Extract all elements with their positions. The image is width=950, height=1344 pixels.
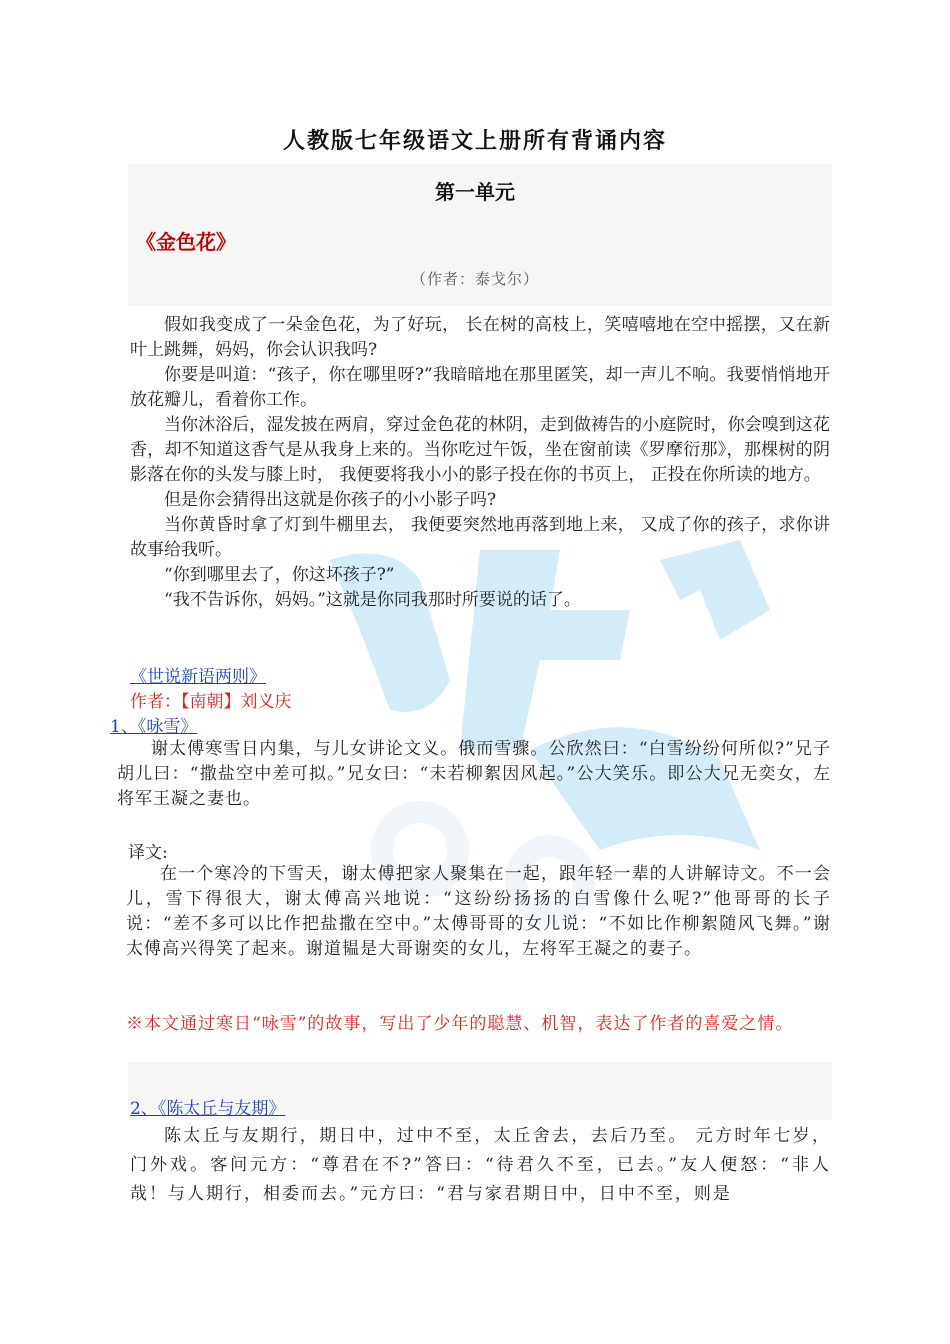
document-title: 人教版七年级语文上册所有背诵内容 [282, 128, 667, 154]
poem-author: （作者：泰戈尔） [410, 270, 539, 288]
poem-paragraph: “我不告诉你，妈妈。”这就是你同我那时所要说的话了。 [164, 590, 581, 610]
translation-paragraph: 在一个寒冷的下雪天，谢太傅把家人聚集在一起，跟年轻一辈的人讲解诗文。不一会儿，雪下得很大，谢太傅高兴地说：“这纷纷扬扬的白雪像什么呢?”他哥哥的长子说：“差不多可以比作把盐撒在空中。”太傅哥哥的女儿说：“不如比作柳絮随风飞舞。”谢太傅高兴得笑了起来。谢道韫是大哥谢奕的女儿，左将军王凝之的妻子。 [126, 864, 831, 959]
poem-paragraph: “你到哪里去了，你这坏孩子?” [164, 565, 395, 585]
translation-text [126, 862, 831, 962]
poem-paragraph: 假如我变成了一朵金色花，为了好玩， 长在树的高枝上，笑嘻嘻地在空中摇摆，又在新叶上跳舞，妈妈，你会认识我吗? [130, 315, 830, 360]
author-value: 【南朝】刘义庆 [181, 692, 292, 712]
chen-paragraph: 陈太丘与友期行，期日中，过中不至，太丘舍去，去后乃至。 元方时年七岁，门外戏。客问元方：“尊君在不?”答曰：“待君久不至，已去。”友人便怒：“非人哉！与人期行，相委而去。”元方曰：“君与家君期日中，日中不至，则是 [130, 1126, 831, 1204]
poem-paragraph: 当你沐浴后，湿发披在两肩，穿过金色花的林阴，走到做祷告的小庭院时，你会嗅到这花香，却不知道这香气是从我身上来的。当你吃过午饭，坐在窗前读《罗摩衍那》，那棵树的阴影落在你的头发与膝上时， 我便要将我小小的影子投在你的书页上， 正投在你所读的地方。 [130, 415, 830, 485]
shishuo-author [130, 687, 292, 712]
summary-note-text: ※本文通过寒日“咏雪”的故事，写出了少年的聪慧、机智，表达了作者的喜爱之情。 [126, 1014, 794, 1034]
poem-paragraph: 你要是叫道：“孩子，你在哪里呀?”我暗暗地在那里匿笑，却一声儿不响。我要悄悄地开放花瓣儿，看着你工作。 [130, 365, 830, 410]
summary-note [126, 1012, 831, 1037]
poem-paragraph: 但是你会猜得出这就是你孩子的小小影子吗? [164, 490, 497, 510]
poem-body [130, 313, 830, 613]
author-label: 作者： [130, 692, 181, 712]
yongxue-text [117, 737, 831, 812]
poem-paragraph: 当你黄昏时拿了灯到牛棚里去， 我便要突然地再落到地上来， 又成了你的孩子，求你讲故事给我听。 [130, 515, 830, 560]
unit-title: 第一单元 [435, 180, 515, 204]
yongxue-title-link[interactable]: 1、《咏雪》 [110, 717, 198, 737]
chen-title-link[interactable]: 2、《陈太丘与友期》 [130, 1099, 286, 1119]
poem-title: 《金色花》 [136, 230, 236, 254]
yongxue-paragraph: 谢太傅寒雪日内集，与儿女讲论文义。俄而雪骤。公欣然曰：“白雪纷纷何所似?”兄子胡儿曰：“撒盐空中差可拟。”兄女曰：“未若柳絮因风起。”公大笑乐。即公大兄无奕女，左将军王凝之妻也。 [117, 739, 831, 809]
translation-label: 译文: [128, 843, 168, 863]
shishuo-title-link[interactable]: 《世说新语两则》 [130, 667, 266, 687]
chen-text [130, 1122, 831, 1209]
